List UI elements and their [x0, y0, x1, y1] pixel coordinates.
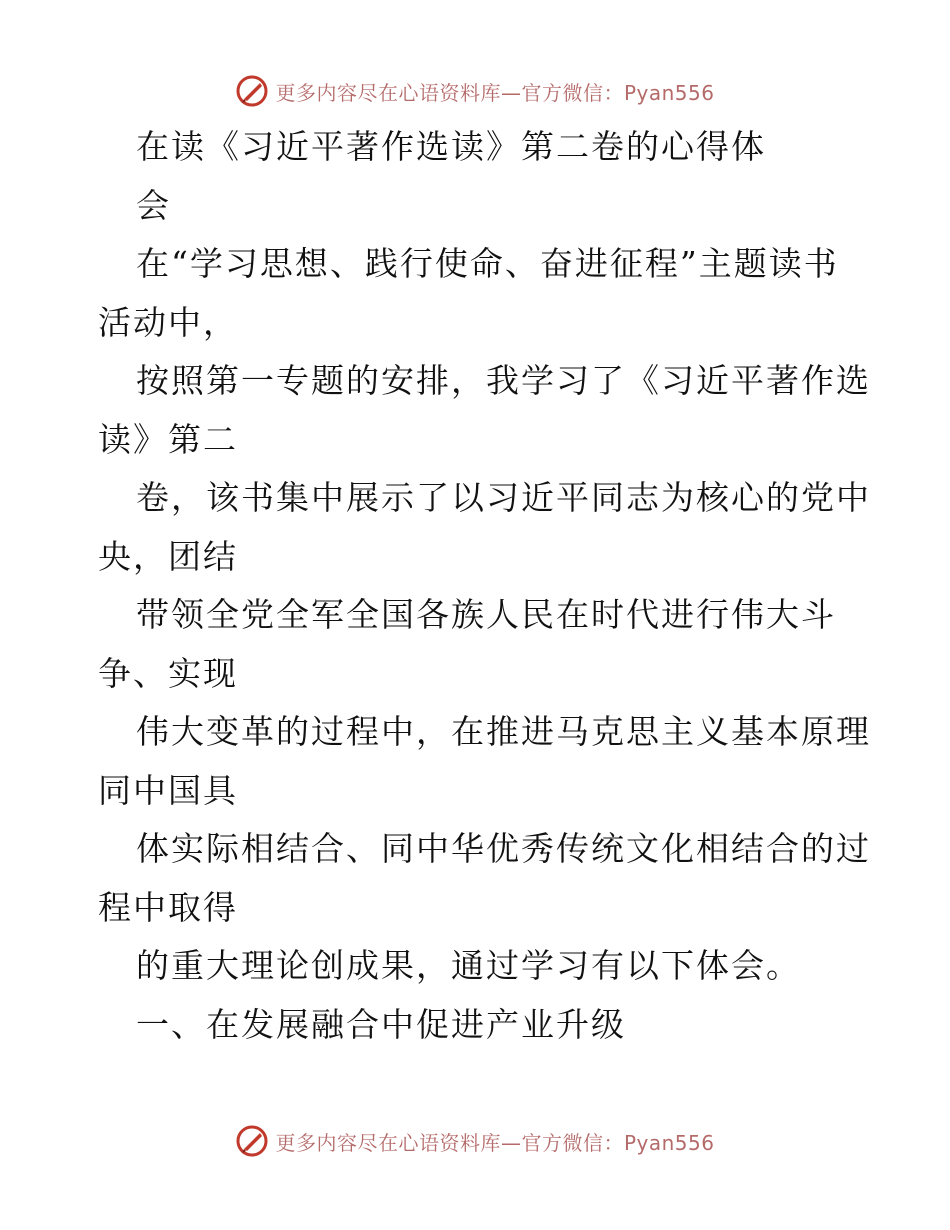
paragraph-line: 卷，该书集中展示了以习近平同志为核心的党中	[136, 478, 871, 517]
document-body	[98, 118, 871, 1054]
header-banner-text: 更多内容尽在心语资料库—官方微信：Pyan556	[275, 80, 715, 105]
paragraph-line: 伟大变革的过程中，在推进马克思主义基本原理	[136, 712, 871, 751]
paragraph-line: 同中国具	[98, 770, 238, 810]
paragraph-line: 央，团结	[98, 536, 238, 576]
section-heading: 一、在发展融合中促进产业升级	[136, 1004, 626, 1044]
quill-pen-logo-icon	[235, 1124, 269, 1158]
paragraph-line: 在“学习思想、践行使命、奋进征程”主题读书	[136, 244, 839, 283]
paragraph-line: 活动中，	[98, 302, 238, 342]
paragraph-line: 按照第一专题的安排，我学习了《习近平著作选	[136, 361, 871, 400]
paragraph-line: 争、实现	[98, 653, 238, 693]
title-line-1: 在读《习近平著作选读》第二卷的心得体	[136, 127, 766, 166]
paragraph-line: 程中取得	[98, 887, 238, 927]
paragraph-line: 带领全党全军全国各族人民在时代进行伟大斗	[136, 595, 836, 634]
paragraph-line: 体实际相结合、同中华优秀传统文化相结合的过	[136, 829, 871, 868]
footer-banner	[0, 1121, 950, 1161]
header-banner	[0, 71, 950, 111]
quill-pen-logo-icon	[235, 74, 269, 108]
footer-banner-text: 更多内容尽在心语资料库—官方微信：Pyan556	[275, 1130, 715, 1155]
title-line-2: 会	[136, 185, 171, 225]
paragraph-line: 读》第二	[98, 419, 238, 459]
paragraph-line: 的重大理论创成果，通过学习有以下体会。	[136, 946, 801, 985]
